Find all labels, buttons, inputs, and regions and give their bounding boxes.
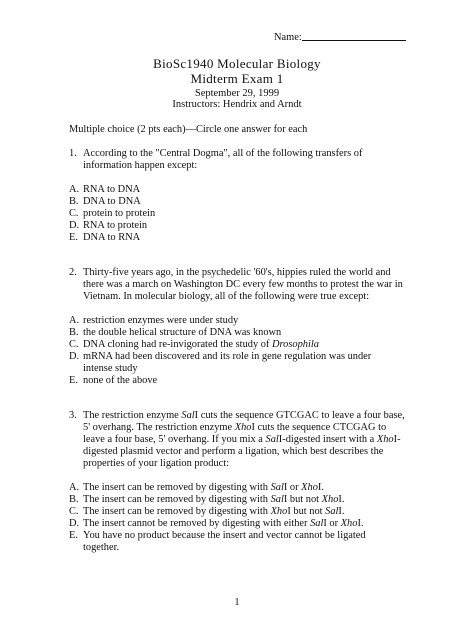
option-text: DNA to DNA — [83, 196, 141, 207]
option-letter: E. — [69, 232, 78, 243]
question-text-line: leave a four base, 5' overhang. If you mix a SalI-digested insert with a XhoI- — [83, 434, 401, 445]
question-text-line: digested plasmid vector and perform a ligation, which best describes the — [83, 446, 384, 457]
option-letter: B. — [69, 494, 79, 505]
instructors: Instructors: Hendrix and Arndt — [172, 99, 302, 110]
course-title: BioSc1940 Molecular Biology — [153, 56, 321, 71]
option-letter: A. — [69, 184, 80, 195]
option-text: none of the above — [83, 375, 158, 386]
option-text: protein to protein — [83, 208, 156, 219]
question-text-line: Vietnam. In molecular biology, all of the following were true except: — [83, 291, 370, 302]
option-letter: B. — [69, 196, 79, 207]
exam-title: Midterm Exam 1 — [190, 71, 284, 86]
name-label: Name: — [274, 32, 302, 43]
option-text: RNA to DNA — [83, 184, 141, 195]
question-text-line: properties of your ligation product: — [83, 458, 230, 469]
question-text-line: there was a march on Washington DC every few months to protest the war in — [83, 279, 403, 290]
option-letter: A. — [69, 315, 80, 326]
question-text-line: information happen except: — [83, 160, 198, 171]
option-text: You have no product because the insert and vector cannot be ligated — [83, 530, 366, 541]
option-text: The insert can be removed by digesting with SalI but not XhoI. — [83, 494, 345, 505]
option-letter: C. — [69, 208, 79, 219]
option-letter: A. — [69, 482, 80, 493]
option-text-continued: together. — [83, 542, 120, 553]
option-text: The insert can be removed by digesting with SalI or XhoI. — [83, 482, 324, 493]
question-text-line: The restriction enzyme SalI cuts the sequence GTCGAC to leave a four base, — [83, 410, 405, 421]
option-letter: C. — [69, 506, 79, 517]
page-number: 1 — [234, 597, 240, 608]
option-text: the double helical structure of DNA was known — [83, 327, 282, 338]
option-text: The insert can be removed by digesting with XhoI but not SalI. — [83, 506, 345, 517]
option-text-continued: intense study — [83, 363, 138, 374]
question-number: 2. — [69, 267, 77, 278]
question-text-line: 5' overhang. The restriction enzyme XhoI cuts the sequence CTCGAG to — [83, 422, 387, 433]
option-text: DNA to RNA — [83, 232, 141, 243]
option-text: mRNA had been discovered and its role in gene regulation was under — [83, 351, 372, 362]
option-letter: D. — [69, 518, 80, 529]
species-name: Drosophila — [272, 339, 319, 350]
name-blank-line — [302, 40, 406, 41]
question-text-line: Thirty-five years ago, in the psychedelic '60's, hippies ruled the world and — [83, 267, 391, 278]
option-letter: C. — [69, 339, 79, 350]
option-text-part: DNA cloning had re-invigorated the study of — [83, 339, 273, 350]
option-letter: E. — [69, 375, 78, 386]
option-text: restriction enzymes were under study — [83, 315, 239, 326]
question-number: 3. — [69, 410, 77, 421]
option-letter: D. — [69, 220, 80, 231]
option-text: The insert cannot be removed by digesting with either SalI or XhoI. — [83, 518, 364, 529]
option-text: RNA to protein — [83, 220, 148, 231]
option-letter: E. — [69, 530, 78, 541]
option-letter: D. — [69, 351, 80, 362]
question-text-line: According to the "Central Dogma", all of the following transfers of — [83, 148, 363, 159]
instructions: Multiple choice (2 pts each)—Circle one answer for each — [69, 124, 308, 135]
option-letter: B. — [69, 327, 79, 338]
exam-date: September 29, 1999 — [194, 88, 280, 99]
question-number: 1. — [69, 148, 77, 159]
